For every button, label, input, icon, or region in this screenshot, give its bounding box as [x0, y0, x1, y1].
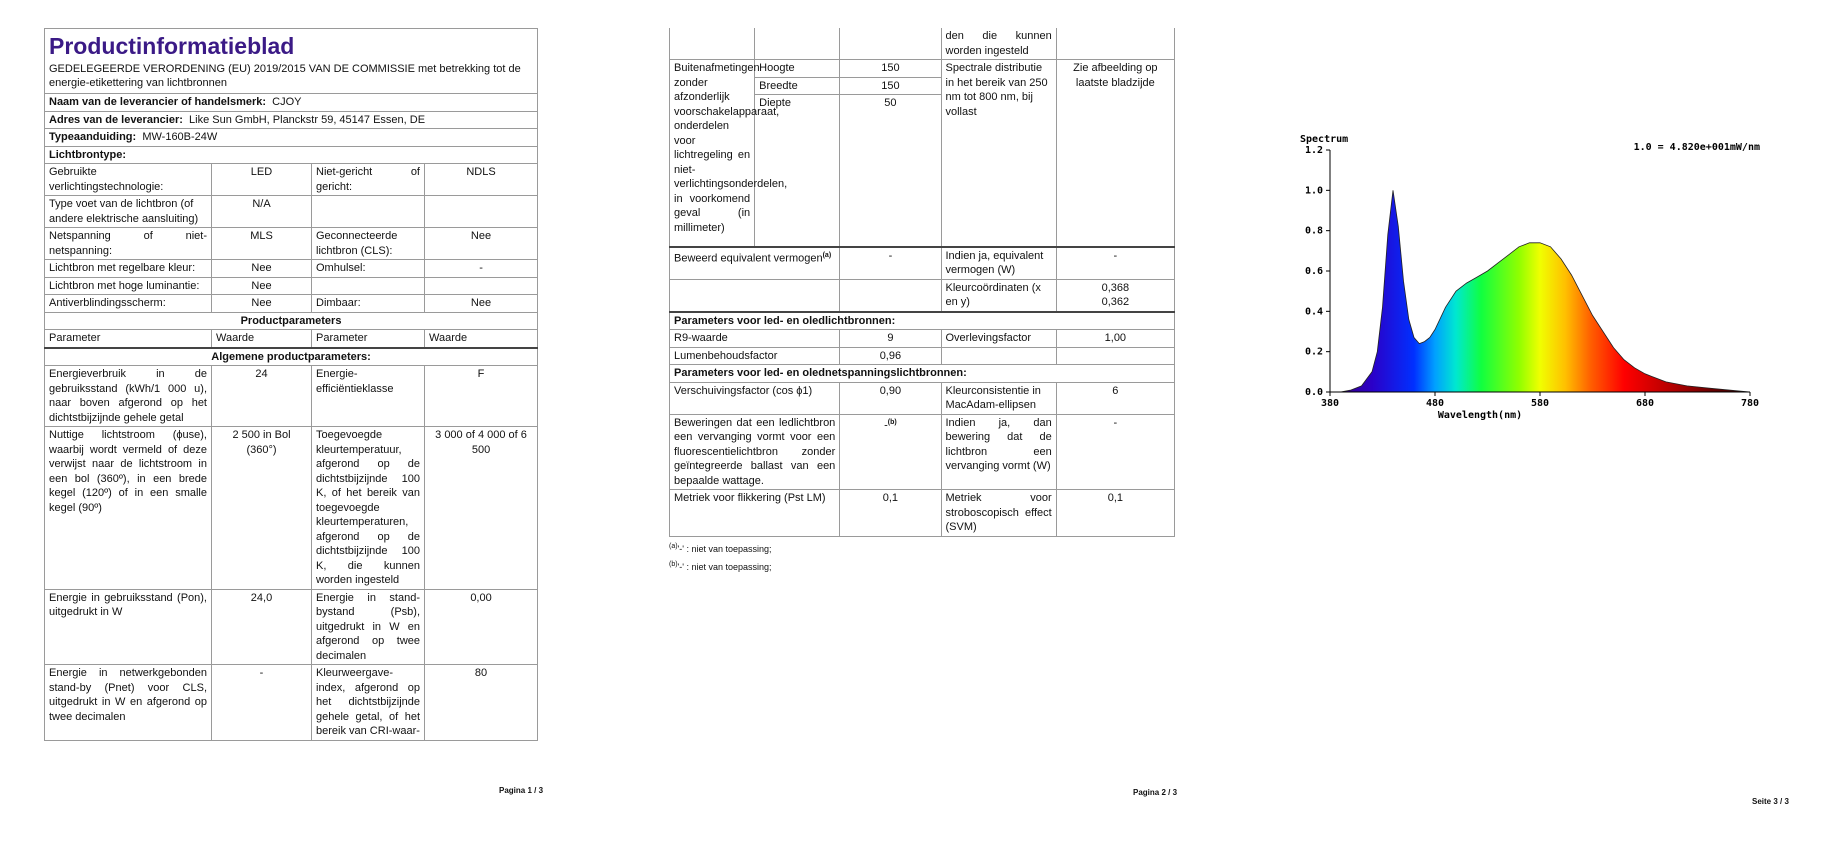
param-cell: 80	[425, 665, 538, 741]
x-tick-label: 680	[1635, 398, 1655, 409]
mains-section-heading: Parameters voor led- en olednetspanningslichtbronnen:	[670, 365, 1175, 383]
led-section-heading: Parameters voor led- en oledlichtbronnen:	[670, 312, 1175, 330]
r9-label: R9-waarde	[670, 330, 840, 348]
continuation-text: den die kunnen worden ingesteld	[941, 28, 1056, 60]
dims-label: Buitenafmetingen zonder afzonderlijk voorschakelapparaat, onderdelen voor lichtregeling en niet-verlichtingsonderdelen, in voorkomend geval (in millimeter)	[670, 60, 755, 247]
lumen-value: 0,96	[840, 347, 941, 365]
product-params-heading: Productparameters	[45, 312, 538, 330]
info-cell: Nee	[425, 295, 538, 313]
info-cell: MLS	[212, 228, 312, 260]
footnote-a-sup: (a)	[669, 542, 678, 550]
chroma-row	[670, 279, 1175, 312]
param-cell: Kleurweergave-index, afgerond op het dichtstbijzijnde gehele getal, of het bereik van CRI-waar-	[312, 665, 425, 741]
footnote-b	[669, 557, 1175, 575]
claims-sup: (b)	[887, 418, 897, 426]
param-row	[45, 427, 538, 590]
equiv-value: -	[840, 247, 941, 280]
info-cell: Dimbaar:	[312, 295, 425, 313]
survival-label: Overlevingsfactor	[941, 330, 1056, 348]
y-tick-label: 0.4	[1304, 306, 1323, 318]
y-tick-label: 0.2	[1304, 346, 1323, 358]
col-header-param: Parameter	[312, 330, 425, 348]
info-cell: Gebruikte verlichtingstechnologie:	[45, 164, 212, 196]
shift-value: 0,90	[840, 382, 941, 414]
claims-label: Beweringen dat een ledlichtbron een vervanging vormt voor een fluorescentielichtbron zonder geïntegreerde ballast van een bepaalde wattage.	[670, 414, 840, 490]
chroma-y: 0,362	[1101, 296, 1130, 308]
param-cell: 24,0	[212, 589, 312, 665]
claims2-value: -	[1056, 414, 1174, 490]
param-cell: Energie in stand-bystand (Psb), uitgedrukt in W en afgerond op twee decimalen	[312, 589, 425, 665]
y-tick-label: 0.0	[1304, 387, 1323, 398]
param-cell: Nuttige lichtstroom (ϕuse), waarbij wordt vermeld of deze verwijst naar de lichtstroom in een bol (360º), in een brede kegel (120º) of in een smalle kegel (90º)	[45, 427, 212, 590]
info-cell: Lichtbron met hoge luminantie:	[45, 277, 212, 295]
page-title: Productinformatieblad	[49, 33, 295, 59]
param-cell: Toegevoegde kleurtemperatuur, afgerond op de dichtstbijzijnde 100 K, of het bereik van toegevoegde kleurtemperaturen, afgerond op de dichtstbijzijnde 100 K, die kunnen worden ingesteld	[312, 427, 425, 590]
address-row	[45, 111, 538, 129]
model-label: Typeaanduiding:	[49, 131, 137, 143]
dim-value: 150	[840, 60, 941, 78]
info-cell	[312, 196, 425, 228]
claims-value-cell	[840, 414, 941, 490]
continuation-row	[670, 28, 1175, 60]
info-cell: Geconnecteerde lichtbron (CLS):	[312, 228, 425, 260]
param-cell: 24	[212, 366, 312, 427]
info-row	[45, 295, 538, 313]
dims-row	[670, 60, 1175, 78]
macadam-value: 6	[1056, 382, 1174, 414]
equiv-sup: (a)	[822, 251, 832, 259]
info-cell: Antiverblindingsscherm:	[45, 295, 212, 313]
r9-value: 9	[840, 330, 941, 348]
spectral-value: Zie afbeelding op laatste bladzijde	[1056, 60, 1174, 247]
info-row	[45, 277, 538, 295]
chroma-label: Kleurcoördinaten (x en y)	[941, 279, 1056, 312]
footnote-b-sup: (b)	[669, 560, 678, 568]
equiv-label	[670, 247, 840, 280]
column-header-row	[45, 330, 538, 348]
supplier-label: Naam van de leverancier of handelsmerk:	[49, 96, 267, 108]
col-header-value: Waarde	[212, 330, 312, 348]
info-row	[45, 260, 538, 278]
info-cell	[425, 196, 538, 228]
lumen-row	[670, 347, 1175, 365]
page-3	[1270, 128, 1780, 428]
param-cell: Energie-efficiëntieklasse	[312, 366, 425, 427]
x-axis-label: Wavelength(nm)	[1437, 410, 1523, 421]
page2-footer: Pagina 2 / 3	[1133, 788, 1178, 797]
param-cell: 3 000 of 4 000 of 6 500	[425, 427, 538, 590]
flicker-row	[670, 490, 1175, 537]
info-row	[45, 164, 538, 196]
general-params-heading: Algemene productparameters:	[45, 348, 538, 366]
page1-footer: Pagina 1 / 3	[499, 786, 544, 795]
lightsource-type-heading: Lichtbrontype:	[45, 146, 538, 164]
equiv-label-text: Beweerd equivalent vermogen	[674, 252, 823, 265]
page-2	[669, 28, 1175, 575]
col-header-param: Parameter	[45, 330, 212, 348]
spectrum-area	[1330, 190, 1750, 392]
info-row	[45, 228, 538, 260]
param-cell: Energieverbruik in de gebruiksstand (kWh/1 000 u), naar boven afgerond op het dichtstbijzijnde gehele getal	[45, 366, 212, 427]
page3-footer: Seite 3 / 3	[1752, 797, 1789, 806]
supplier-row	[45, 94, 538, 112]
model-row	[45, 129, 538, 147]
info-cell: -	[425, 260, 538, 278]
info-cell	[312, 277, 425, 295]
info-cell: Nee	[212, 295, 312, 313]
info-row	[45, 196, 538, 228]
page-1	[44, 28, 537, 741]
y-tick-label: 0.8	[1304, 225, 1323, 237]
lumen-label: Lumenbehoudsfactor	[670, 347, 840, 365]
y-tick-label: 1.2	[1304, 145, 1323, 156]
y-tick-label: 0.6	[1304, 266, 1323, 277]
flicker-value: 0,1	[840, 490, 941, 537]
col-header-value: Waarde	[425, 330, 538, 348]
shift-row	[670, 382, 1175, 414]
x-tick-label: 480	[1425, 398, 1445, 409]
info-cell: N/A	[212, 196, 312, 228]
chroma-values	[1056, 279, 1174, 312]
footnotes	[669, 539, 1175, 575]
dim-name: Breedte	[755, 77, 840, 95]
page1-table	[44, 28, 538, 741]
spectrum-chart	[1270, 128, 1780, 428]
chart-annotation: 1.0 = 4.820e+001mW/nm	[1633, 142, 1760, 153]
info-cell: Lichtbron met regelbare kleur:	[45, 260, 212, 278]
dim-value: 50	[840, 95, 941, 112]
param-cell: Energie in netwerkgebonden stand-by (Pnet) voor CLS, uitgedrukt in W en afgerond op twee decimalen	[45, 665, 212, 741]
equiv-row	[670, 247, 1175, 280]
chart-title: Spectrum	[1300, 134, 1349, 145]
address-value: Like Sun GmbH, Planckstr 59, 45147 Essen, DE	[189, 113, 426, 126]
x-tick-label: 580	[1530, 398, 1550, 409]
footnote-a-text: '-' : niet van toepassing;	[677, 543, 772, 554]
equiv-w-value: -	[1056, 247, 1174, 280]
model-value: MW-160B-24W	[142, 131, 218, 143]
info-cell: Nee	[425, 228, 538, 260]
info-cell: Nee	[212, 260, 312, 278]
param-cell: 0,00	[425, 589, 538, 665]
info-cell: Niet-gericht of gericht:	[312, 164, 425, 196]
dim-name: Diepte	[755, 95, 840, 112]
info-cell: Nee	[212, 277, 312, 295]
info-cell: Type voet van de lichtbron (of andere elektrische aansluiting)	[45, 196, 212, 228]
param-cell: Energie in gebruiksstand (Pon), uitgedrukt in W	[45, 589, 212, 665]
info-cell: LED	[212, 164, 312, 196]
footnote-b-text: '-' : niet van toepassing;	[677, 561, 772, 572]
chroma-x: 0,368	[1101, 281, 1130, 294]
y-tick-label: 1.0	[1304, 185, 1323, 197]
flicker-label: Metriek voor flikkering (Pst LM)	[670, 490, 840, 537]
strobe-value: 0,1	[1056, 490, 1174, 537]
shift-label: Verschuivingsfactor (cos ϕ1)	[670, 382, 840, 414]
page2-table	[669, 28, 1175, 537]
r9-row	[670, 330, 1175, 348]
equiv-w-label: Indien ja, equivalent vermogen (W)	[941, 247, 1056, 280]
x-tick-label: 780	[1740, 398, 1760, 409]
info-cell: Netspanning of niet-netspanning:	[45, 228, 212, 260]
spectral-label: Spectrale distributie in het bereik van 250 nm tot 800 nm, bij vollast	[941, 60, 1056, 247]
claims2-label: Indien ja, dan bewering dat de lichtbron een vervanging vormt (W)	[941, 414, 1056, 490]
param-cell: -	[212, 665, 312, 741]
survival-value: 1,00	[1056, 330, 1174, 348]
strobe-label: Metriek voor stroboscopisch effect (SVM)	[941, 490, 1056, 537]
address-label: Adres van de leverancier:	[49, 113, 183, 126]
param-row	[45, 665, 538, 741]
dim-name: Hoogte	[755, 60, 840, 78]
x-tick-label: 380	[1320, 398, 1340, 409]
regulation-text: GEDELEGEERDE VERORDENING (EU) 2019/2015 VAN DE COMMISSIE met betrekking tot de energie-etikettering van lichtbronnen	[49, 63, 521, 89]
supplier-value: CJOY	[272, 96, 302, 108]
info-cell	[425, 277, 538, 295]
info-cell: NDLS	[425, 164, 538, 196]
footnote-a	[669, 539, 1175, 557]
info-cell: Omhulsel:	[312, 260, 425, 278]
macadam-label: Kleurconsistentie in MacAdam-ellipsen	[941, 382, 1056, 414]
param-cell: 2 500 in Bol (360°)	[212, 427, 312, 590]
param-cell: F	[425, 366, 538, 427]
claims-row	[670, 414, 1175, 490]
param-row	[45, 366, 538, 427]
claims-value: -	[884, 419, 888, 432]
param-row	[45, 589, 538, 665]
dim-value: 150	[840, 77, 941, 95]
